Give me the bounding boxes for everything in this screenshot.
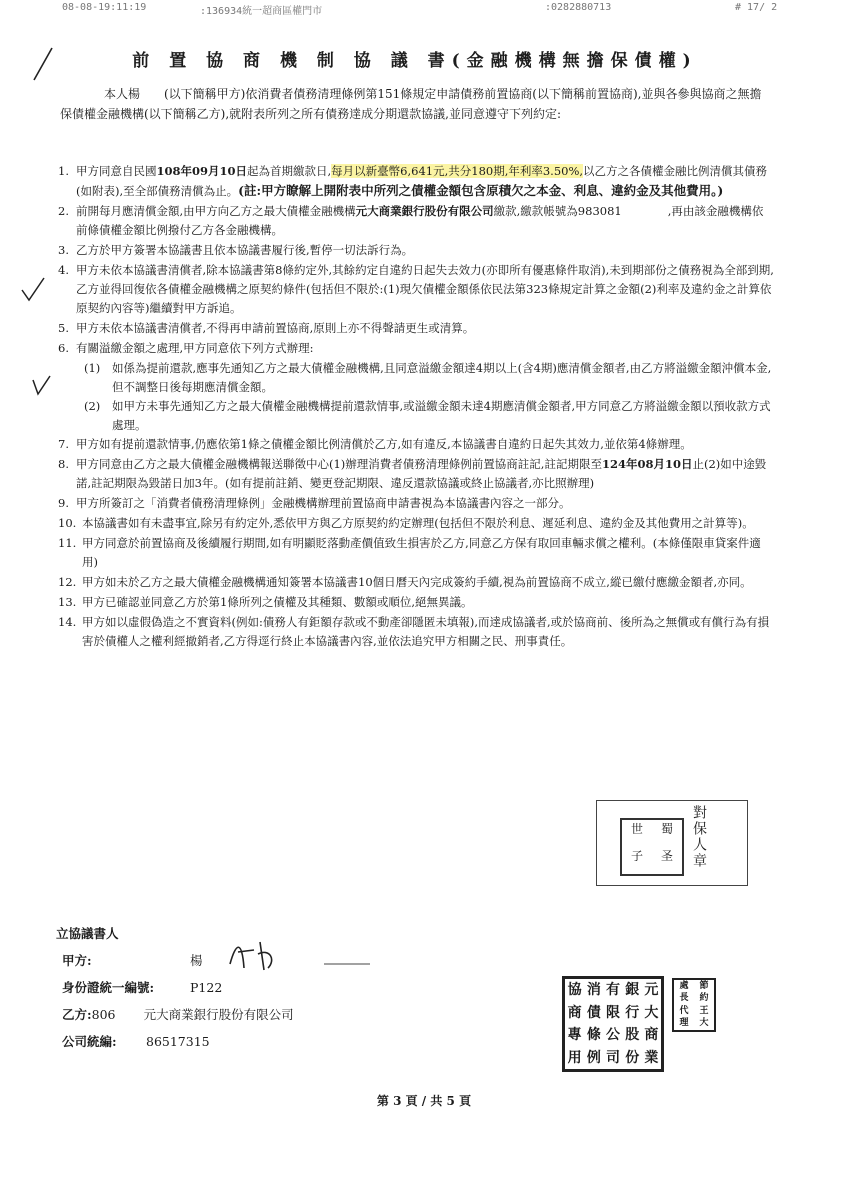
company-no-value: 86517315 [146, 1034, 210, 1049]
stamp-char: 公 [606, 1027, 621, 1044]
stamp-char: 司 [606, 1049, 621, 1066]
clause-1-mid: 起為首期繳款日, [247, 164, 332, 178]
clause-number: 7. [58, 437, 69, 451]
clause-9 [58, 494, 774, 513]
clause-number: 8. [58, 457, 69, 471]
clause-11 [58, 534, 774, 572]
stamp-char: 消 [586, 982, 601, 999]
page-number: 第 3 頁 / 共 5 頁 [376, 1094, 472, 1108]
stamp-char: 行 [625, 1004, 640, 1021]
company-no-row [62, 1028, 294, 1055]
fax-number: :0282880713 [545, 2, 612, 13]
clause-6-sub-2 [84, 397, 774, 435]
stamp-char: 約 [699, 993, 709, 1004]
clause-12 [58, 573, 774, 592]
sub-text: 如甲方未事先通知乙方之最大債權金融機構提前還款情事,或溢繳金額未達4期應清償金額者,甲方同意乙方將溢繳金額以預收款方式處理。 [112, 399, 771, 432]
stamp-char: 大 [699, 1018, 709, 1029]
clause-number: 2. [58, 204, 69, 218]
document-title: 前 置 協 商 機 制 協 議 書(金融機構無擔保債權) [132, 51, 698, 71]
check-mark-icon [30, 374, 54, 398]
party-a-name: 楊 [190, 953, 203, 968]
clause-number: 12. [58, 575, 77, 589]
stamp-char: 元 [644, 982, 659, 999]
stamp-char: 債 [586, 1004, 601, 1021]
clause-8 [58, 455, 774, 493]
first-payment-date: 108年09月10日 [156, 164, 248, 178]
fax-sender: :136934統一超商區權門市 [200, 6, 323, 17]
pen-mark [28, 44, 58, 84]
clause-2 [58, 202, 774, 240]
party-b-code: 806 [91, 1007, 116, 1022]
stamp-char: 處 [679, 980, 689, 991]
stamp-char: 條 [586, 1027, 601, 1044]
party-b-label: 乙方: [62, 1007, 92, 1022]
stamp-char: 商 [567, 1004, 582, 1021]
registration-end-date: 124年08月10日 [601, 457, 693, 471]
party-a-label: 甲方: [62, 953, 92, 968]
party-b-name: 元大商業銀行股份有限公司 [143, 1007, 294, 1022]
clause-number: 3. [58, 243, 69, 257]
clause-2-pre: 前開每月應清償金額,由甲方向乙方之最大債權金融機構 [76, 204, 356, 218]
clause-3 [58, 241, 774, 260]
clause-number: 11. [58, 536, 77, 550]
stamp-char: 銀 [625, 982, 640, 999]
id-label: 身份證統一編號: [62, 980, 155, 995]
clause-text: 甲方如有提前還款情事,仍應依第1條之債權金額比例清償於乙方,如有違反,本協議書自違約日起失其效力,並依第4條辦理。 [76, 437, 692, 451]
clause-1-note: (註:甲方瞭解上開附表中所列之債權金額包含原積欠之本金、利息、違約金及其他費用。) [238, 183, 724, 198]
fax-timestamp: 08-08-19:11:19 [62, 2, 147, 13]
clause-list [58, 162, 774, 652]
id-value: P122 [190, 980, 223, 995]
stamp-char: 份 [625, 1049, 640, 1066]
clause-text: 甲方已確認並同意乙方於第1條所列之債權及其種類、數額或順位,絕無異議。 [82, 595, 473, 609]
sub-number: (2) [84, 399, 101, 413]
clause-number: 5. [58, 321, 69, 335]
clause-text: 甲方未依本協議書清償者,除本協議書第8條約定外,其餘約定自違約日起失去效力(亦即所有優惠條件取消),未到期部份之債務視為全部到期,乙方並得回復依各債權金融機構之原契約條件(包括但不限於:(1)現欠債權金額係依民法第323條規定計算之金額(2)利率及違約金之計算依原契約內容等)繼續對甲方訴追。 [76, 263, 774, 315]
clause-number: 4. [58, 263, 69, 277]
clause-text: 甲方所簽訂之「消費者債務清理條例」金融機構辦理前置協商申請書視為本協議書內容之一部分。 [76, 496, 571, 510]
stamp-char: 協 [567, 982, 582, 999]
clause-number: 1. [58, 164, 69, 178]
intro-paragraph: 本人楊 (以下簡稱甲方)依消費者債務清理條例第151條規定申請債務前置協商(以下簡稱前置協商),並與各參與協商之無擔保債權金融機構(以下簡稱乙方),就附表所列之所有債務達成分期還款協議,並同意遵守下列約定: [60, 87, 762, 121]
officer-seal-stamp [672, 978, 716, 1032]
guarantor-seal-label: 對保人章 [691, 805, 707, 869]
clause-13 [58, 593, 774, 612]
clause-number: 14. [58, 615, 77, 629]
clause-text: 甲方如以虛假偽造之不實資料(例如:債務人有鉅額存款或不動產卻隱匿未填報),而達成協議者,或於協商前、後所為之無償或有償行為有損害於債權人之權利經撤銷者,乙方得逕行終止本協議書內容,並依法追究甲方相關之民、刑事責任。 [82, 615, 770, 648]
stamp-char: 業 [644, 1049, 659, 1066]
clause-8-pre: 甲方同意由乙方之最大債權金融機構報送聯徵中心(1)辦理消費者債務清理條例前置協商註記,註記期限至 [76, 457, 602, 471]
fax-page: # 17/ 2 [735, 2, 778, 13]
sub-number: (1) [84, 361, 101, 375]
clause-5 [58, 319, 774, 338]
clause-1-pre: 甲方同意自民國 [76, 164, 157, 178]
clause-4 [58, 261, 774, 318]
clause-2-post: 繳款,繳款帳號為983081 ,再由該金融機構依前條債權金額比例撥付乙方各金融機構。 [76, 204, 764, 237]
signatory-heading: 立協議書人 [56, 926, 119, 941]
clause-text: 有關溢繳金額之處理,甲方同意依下列方式辦理: [76, 341, 314, 355]
clause-number: 10. [58, 516, 77, 530]
stamp-char: 代 [679, 1005, 689, 1016]
seal-char: 蜀 [660, 822, 673, 836]
stamp-char: 商 [644, 1027, 659, 1044]
stamp-char: 用 [567, 1049, 582, 1066]
clause-7 [58, 435, 774, 454]
guarantor-seal [620, 818, 684, 876]
clause-10 [58, 514, 774, 533]
stamp-char: 有 [606, 982, 621, 999]
stamp-char: 理 [679, 1018, 689, 1029]
clause-number: 9. [58, 496, 69, 510]
clause-1-post: 以乙方之各債權金融比例清償其債務(如附表),至全部債務清償為止。 [76, 164, 768, 198]
stamp-char: 長 [679, 993, 689, 1004]
check-mark-icon [18, 276, 48, 306]
clause-number: 13. [58, 595, 77, 609]
seal-char: 子 [630, 849, 643, 863]
stamp-char: 專 [567, 1027, 582, 1044]
clause-text: 乙方於甲方簽署本協議書且依本協議書履行後,暫停一切法訴行為。 [76, 243, 414, 257]
clause-number: 6. [58, 341, 69, 355]
bank-seal-stamp [562, 976, 664, 1072]
payment-terms-highlight: 每月以新臺幣6,641元,共分180期,年利率3.50%, [331, 164, 584, 178]
stamp-char: 例 [586, 1049, 601, 1066]
sub-text: 如係為提前還款,應事先通知乙方之最大債權金融機構,且同意溢繳金額達4期以上(含4期)應清償金額者,由乙方將溢繳金額沖償本金,但不調整日後每期應清償金額。 [112, 361, 772, 394]
company-no-label: 公司統編: [62, 1034, 117, 1049]
clause-text: 甲方同意於前置協商及後續履行期間,如有明顯貶落動產價值致生損害於乙方,同意乙方保有取回車輛求償之權利。(本條僅限車貸案件適用) [82, 536, 761, 569]
clause-1 [58, 162, 774, 201]
clause-text: 本協議書如有未盡事宜,除另有約定外,悉依甲方與乙方原契約約定辦理(包括但不限於利息、遲延利息、違約金及其他費用之計算等)。 [82, 516, 754, 530]
clause-text: 甲方如未於乙方之最大債權金融機構通知簽署本協議書10個日曆天內完成簽約手續,視為前置協商不成立,縱已繳付應繳金額者,亦同。 [82, 575, 752, 589]
seal-char: 世 [630, 822, 643, 836]
stamp-char: 大 [644, 1004, 659, 1021]
clause-6-sub-1 [84, 359, 774, 397]
party-b-row [62, 1001, 294, 1028]
seal-char: 圣 [660, 849, 673, 863]
stamp-char: 限 [606, 1004, 621, 1021]
handwritten-signature [224, 934, 374, 978]
id-row [62, 974, 294, 1001]
clause-8-post: 止(2)如中途毀諾,註記期限為毀諾日加3年。(如有提前註銷、變更登記期限、違反還款協議或終止協議者,亦比照辦理) [76, 457, 767, 490]
stamp-char: 股 [625, 1027, 640, 1044]
clause-14 [58, 613, 774, 651]
clause-text: 甲方未依本協議書清償者,不得再申請前置協商,原則上亦不得聲請更生或清算。 [76, 321, 475, 335]
lead-bank-name: 元大商業銀行股份有限公司 [355, 204, 494, 218]
stamp-char: 節 [699, 980, 709, 991]
clause-6 [58, 339, 774, 358]
stamp-char: 王 [699, 1005, 709, 1016]
